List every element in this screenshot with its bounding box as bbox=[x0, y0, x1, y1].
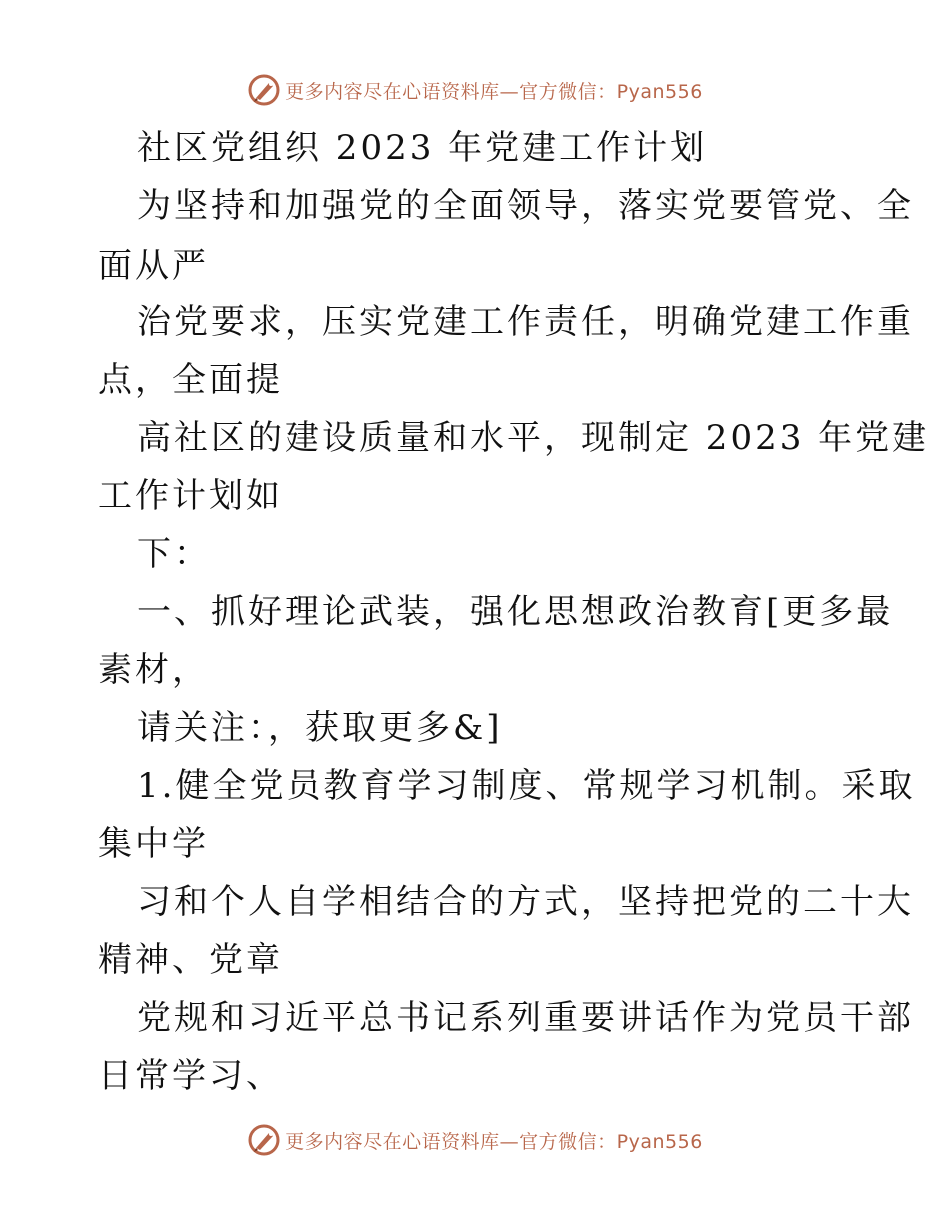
paragraph-line: 集中学 bbox=[98, 824, 209, 864]
quill-pen-logo-icon bbox=[247, 1123, 281, 1157]
banner-text: 更多内容尽在心语资料库—官方微信： bbox=[285, 1130, 617, 1153]
footer-watermark-banner bbox=[0, 1120, 950, 1160]
paragraph-line: 习和个人自学相结合的方式，坚持把党的二十大 bbox=[137, 882, 914, 922]
paragraph-line: 高社区的建设质量和水平，现制定 2023 年党建 bbox=[137, 418, 930, 458]
banner-text: 更多内容尽在心语资料库—官方微信： bbox=[285, 80, 617, 103]
banner-wechat-id: Pyan556 bbox=[616, 1130, 703, 1153]
paragraph-line: 素材， bbox=[98, 650, 209, 690]
paragraph-line: 下： bbox=[137, 534, 211, 574]
quill-pen-logo-icon bbox=[247, 73, 281, 107]
section-heading: 一、抓好理论武装，强化思想政治教育[更多最 bbox=[137, 592, 894, 632]
document-title: 社区党组织 2023 年党建工作计划 bbox=[137, 128, 708, 168]
paragraph-line: 1.健全党员教育学习制度、常规学习机制。采取 bbox=[137, 766, 916, 806]
header-watermark-banner bbox=[0, 70, 950, 110]
paragraph-line: 日常学习、 bbox=[98, 1056, 283, 1096]
paragraph-line: 为坚持和加强党的全面领导，落实党要管党、全 bbox=[137, 186, 914, 226]
paragraph-line: 请关注：，获取更多&] bbox=[137, 708, 503, 748]
paragraph-line: 治党要求，压实党建工作责任，明确党建工作重 bbox=[137, 302, 914, 342]
paragraph-line: 工作计划如 bbox=[98, 476, 283, 516]
paragraph-line: 面从严 bbox=[98, 246, 209, 286]
paragraph-line: 点，全面提 bbox=[98, 360, 283, 400]
paragraph-line: 党规和习近平总书记系列重要讲话作为党员干部 bbox=[137, 998, 914, 1038]
banner-wechat-id: Pyan556 bbox=[616, 80, 703, 103]
paragraph-line: 精神、党章 bbox=[98, 940, 283, 980]
